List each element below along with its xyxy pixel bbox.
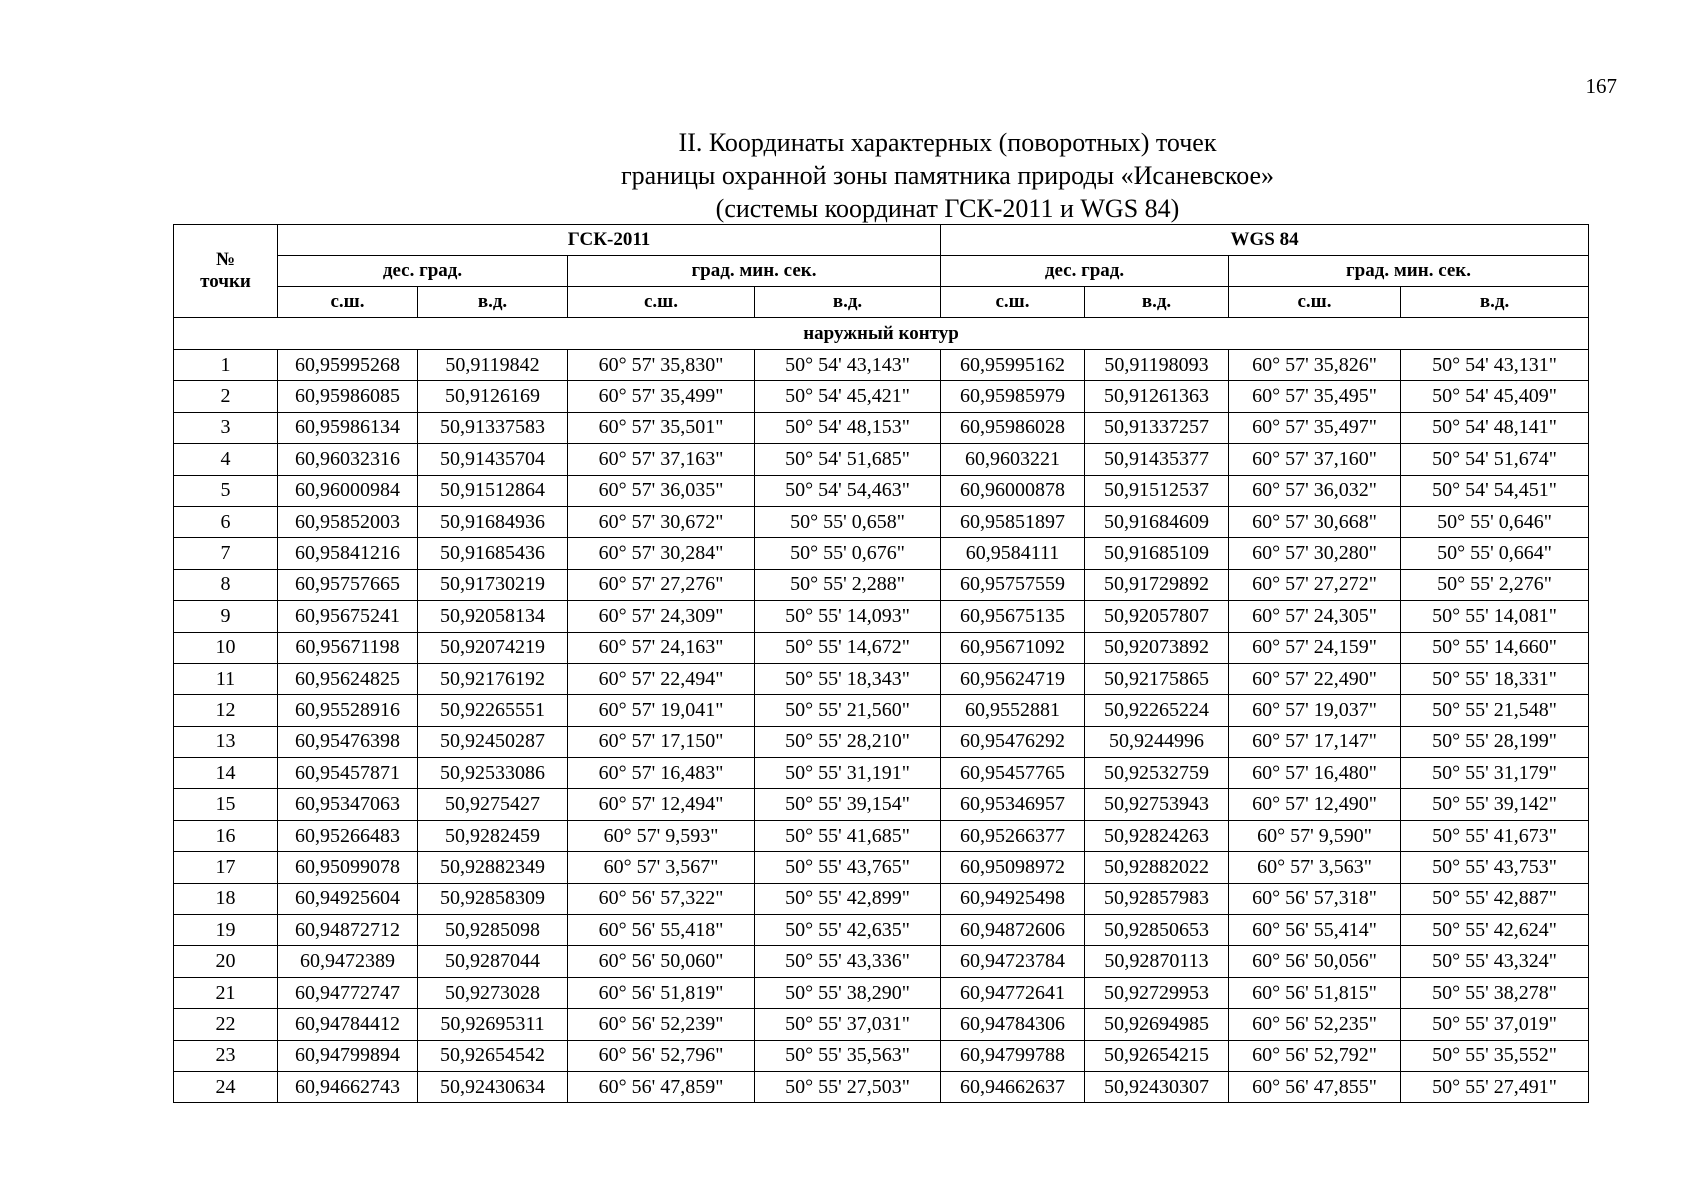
cell-wgs-dec-lat: 60,95757559 — [941, 569, 1085, 600]
cell-wgs-dms-lat: 60° 57' 24,159" — [1229, 632, 1401, 663]
cell-gsk-dec-lon: 50,92430634 — [418, 1071, 568, 1102]
cell-wgs-dec-lon: 50,92073892 — [1085, 632, 1229, 663]
cell-point-number: 19 — [174, 915, 278, 946]
cell-gsk-dms-lon: 50° 55' 43,765" — [755, 852, 941, 883]
cell-wgs-dec-lon: 50,92824263 — [1085, 820, 1229, 851]
cell-gsk-dec-lat: 60,95624825 — [278, 663, 418, 694]
cell-gsk-dms-lon: 50° 55' 37,031" — [755, 1009, 941, 1040]
cell-wgs-dms-lon: 50° 54' 54,451" — [1401, 475, 1589, 506]
cell-wgs-dec-lon: 50,91685109 — [1085, 538, 1229, 569]
cell-point-number: 5 — [174, 475, 278, 506]
table-row — [174, 915, 1589, 946]
cell-gsk-dms-lat: 60° 56' 52,796" — [568, 1040, 755, 1071]
cell-wgs-dec-lat: 60,95476292 — [941, 726, 1085, 757]
cell-gsk-dms-lon: 50° 55' 27,503" — [755, 1071, 941, 1102]
cell-wgs-dms-lon: 50° 55' 35,552" — [1401, 1040, 1589, 1071]
cell-wgs-dms-lon: 50° 55' 21,548" — [1401, 695, 1589, 726]
cell-gsk-dms-lon: 50° 55' 21,560" — [755, 695, 941, 726]
table-row — [174, 946, 1589, 977]
cell-gsk-dec-lon: 50,92858309 — [418, 883, 568, 914]
cell-gsk-dec-lon: 50,92654542 — [418, 1040, 568, 1071]
cell-wgs-dec-lon: 50,92850653 — [1085, 915, 1229, 946]
cell-wgs-dms-lat: 60° 57' 36,032" — [1229, 475, 1401, 506]
cell-gsk-dec-lat: 60,95995268 — [278, 350, 418, 381]
header-wgs-dms-lat: с.ш. — [1229, 287, 1401, 318]
cell-wgs-dms-lon: 50° 55' 41,673" — [1401, 820, 1589, 851]
cell-point-number: 24 — [174, 1071, 278, 1102]
cell-wgs-dec-lat: 60,94925498 — [941, 883, 1085, 914]
cell-gsk-dms-lon: 50° 54' 43,143" — [755, 350, 941, 381]
cell-gsk-dms-lat: 60° 57' 35,501" — [568, 412, 755, 443]
cell-point-number: 23 — [174, 1040, 278, 1071]
cell-wgs-dms-lat: 60° 57' 24,305" — [1229, 601, 1401, 632]
cell-wgs-dec-lon: 50,92654215 — [1085, 1040, 1229, 1071]
cell-gsk-dec-lon: 50,92882349 — [418, 852, 568, 883]
cell-gsk-dec-lat: 60,96000984 — [278, 475, 418, 506]
cell-gsk-dms-lat: 60° 56' 47,859" — [568, 1071, 755, 1102]
cell-wgs-dec-lon: 50,91512537 — [1085, 475, 1229, 506]
cell-gsk-dms-lat: 60° 56' 50,060" — [568, 946, 755, 977]
table-row — [174, 381, 1589, 412]
table-row — [174, 1040, 1589, 1071]
table-header — [174, 225, 1589, 318]
table-row — [174, 412, 1589, 443]
cell-gsk-dec-lat: 60,95099078 — [278, 852, 418, 883]
cell-gsk-dms-lat: 60° 57' 24,309" — [568, 601, 755, 632]
cell-gsk-dms-lon: 50° 55' 35,563" — [755, 1040, 941, 1071]
header-gsk-dms-lat: с.ш. — [568, 287, 755, 318]
cell-wgs-dms-lat: 60° 56' 50,056" — [1229, 946, 1401, 977]
cell-wgs-dec-lat: 60,95346957 — [941, 789, 1085, 820]
cell-wgs-dms-lon: 50° 55' 28,199" — [1401, 726, 1589, 757]
cell-wgs-dms-lat: 60° 57' 12,490" — [1229, 789, 1401, 820]
table-row — [174, 663, 1589, 694]
cell-wgs-dec-lat: 60,94772641 — [941, 977, 1085, 1008]
header-gsk-decimal: дес. град. — [278, 256, 568, 287]
cell-gsk-dec-lat: 60,94662743 — [278, 1071, 418, 1102]
header-gsk2011: ГСК-2011 — [278, 225, 941, 256]
cell-gsk-dms-lat: 60° 56' 57,322" — [568, 883, 755, 914]
cell-wgs-dec-lon: 50,91684609 — [1085, 506, 1229, 537]
cell-wgs-dec-lat: 60,95851897 — [941, 506, 1085, 537]
header-gsk-dec-lat: с.ш. — [278, 287, 418, 318]
cell-gsk-dms-lon: 50° 55' 0,676" — [755, 538, 941, 569]
cell-gsk-dec-lat: 60,95528916 — [278, 695, 418, 726]
cell-point-number: 18 — [174, 883, 278, 914]
cell-point-number: 22 — [174, 1009, 278, 1040]
header-wgs-dec-lon: в.д. — [1085, 287, 1229, 318]
cell-wgs-dms-lon: 50° 55' 2,276" — [1401, 569, 1589, 600]
table-row — [174, 820, 1589, 851]
cell-point-number: 16 — [174, 820, 278, 851]
cell-gsk-dms-lon: 50° 55' 42,899" — [755, 883, 941, 914]
cell-gsk-dms-lon: 50° 55' 18,343" — [755, 663, 941, 694]
cell-wgs-dms-lat: 60° 57' 27,272" — [1229, 569, 1401, 600]
cell-wgs-dms-lat: 60° 56' 51,815" — [1229, 977, 1401, 1008]
cell-wgs-dec-lat: 60,95985979 — [941, 381, 1085, 412]
cell-point-number: 4 — [174, 444, 278, 475]
cell-gsk-dec-lat: 60,95347063 — [278, 789, 418, 820]
cell-gsk-dec-lat: 60,95457871 — [278, 758, 418, 789]
cell-gsk-dms-lat: 60° 57' 19,041" — [568, 695, 755, 726]
cell-wgs-dms-lon: 50° 55' 18,331" — [1401, 663, 1589, 694]
table-row — [174, 695, 1589, 726]
table-row — [174, 350, 1589, 381]
cell-wgs-dec-lat: 60,95457765 — [941, 758, 1085, 789]
cell-wgs-dec-lat: 60,95266377 — [941, 820, 1085, 851]
cell-gsk-dms-lon: 50° 55' 31,191" — [755, 758, 941, 789]
cell-wgs-dms-lat: 60° 56' 52,235" — [1229, 1009, 1401, 1040]
cell-wgs-dec-lon: 50,92857983 — [1085, 883, 1229, 914]
cell-wgs-dms-lon: 50° 54' 45,409" — [1401, 381, 1589, 412]
cell-point-number: 7 — [174, 538, 278, 569]
cell-gsk-dms-lon: 50° 55' 14,672" — [755, 632, 941, 663]
cell-gsk-dms-lon: 50° 54' 45,421" — [755, 381, 941, 412]
cell-wgs-dms-lon: 50° 54' 48,141" — [1401, 412, 1589, 443]
cell-wgs-dms-lat: 60° 57' 9,590" — [1229, 820, 1401, 851]
table-row — [174, 632, 1589, 663]
cell-gsk-dec-lat: 60,95986134 — [278, 412, 418, 443]
cell-wgs-dms-lon: 50° 55' 43,753" — [1401, 852, 1589, 883]
cell-gsk-dec-lon: 50,92450287 — [418, 726, 568, 757]
header-wgs-dec-lat: с.ш. — [941, 287, 1085, 318]
cell-gsk-dms-lat: 60° 57' 35,499" — [568, 381, 755, 412]
header-gsk-dec-lon: в.д. — [418, 287, 568, 318]
cell-wgs-dec-lat: 60,9552881 — [941, 695, 1085, 726]
cell-gsk-dms-lat: 60° 57' 9,593" — [568, 820, 755, 851]
cell-gsk-dec-lon: 50,92533086 — [418, 758, 568, 789]
cell-gsk-dec-lat: 60,94872712 — [278, 915, 418, 946]
title-line-2: границы охранной зоны памятника природы «Исаневское» — [620, 161, 1275, 190]
table-row — [174, 475, 1589, 506]
cell-wgs-dec-lat: 60,95995162 — [941, 350, 1085, 381]
cell-gsk-dec-lat: 60,94799894 — [278, 1040, 418, 1071]
cell-wgs-dec-lat: 60,94723784 — [941, 946, 1085, 977]
cell-point-number: 10 — [174, 632, 278, 663]
cell-gsk-dms-lat: 60° 57' 12,494" — [568, 789, 755, 820]
header-point-number-label: точки — [200, 271, 251, 292]
cell-wgs-dec-lon: 50,92175865 — [1085, 663, 1229, 694]
cell-wgs-dec-lat: 60,95986028 — [941, 412, 1085, 443]
cell-wgs-dec-lon: 50,91729892 — [1085, 569, 1229, 600]
cell-point-number: 6 — [174, 506, 278, 537]
cell-wgs-dec-lat: 60,94784306 — [941, 1009, 1085, 1040]
cell-wgs-dms-lat: 60° 57' 30,668" — [1229, 506, 1401, 537]
cell-point-number: 17 — [174, 852, 278, 883]
cell-wgs-dms-lat: 60° 56' 52,792" — [1229, 1040, 1401, 1071]
cell-gsk-dms-lat: 60° 56' 51,819" — [568, 977, 755, 1008]
cell-wgs-dec-lat: 60,94662637 — [941, 1071, 1085, 1102]
header-wgs-dms-lon: в.д. — [1401, 287, 1589, 318]
table-row — [174, 444, 1589, 475]
cell-point-number: 21 — [174, 977, 278, 1008]
cell-gsk-dec-lat: 60,95852003 — [278, 506, 418, 537]
table-row — [174, 726, 1589, 757]
cell-gsk-dec-lon: 50,9119842 — [418, 350, 568, 381]
table-row — [174, 569, 1589, 600]
section-label: наружный контур — [174, 318, 1589, 350]
cell-point-number: 8 — [174, 569, 278, 600]
cell-gsk-dec-lat: 60,95476398 — [278, 726, 418, 757]
cell-gsk-dec-lon: 50,9285098 — [418, 915, 568, 946]
cell-gsk-dms-lon: 50° 54' 51,685" — [755, 444, 941, 475]
title-line-3: (системы координат ГСК-2011 и WGS 84) — [715, 194, 1180, 223]
cell-wgs-dms-lon: 50° 55' 0,646" — [1401, 506, 1589, 537]
cell-wgs-dms-lon: 50° 55' 43,324" — [1401, 946, 1589, 977]
cell-gsk-dec-lon: 50,91337583 — [418, 412, 568, 443]
cell-wgs-dms-lat: 60° 57' 22,490" — [1229, 663, 1401, 694]
cell-point-number: 12 — [174, 695, 278, 726]
cell-gsk-dms-lon: 50° 55' 42,635" — [755, 915, 941, 946]
cell-gsk-dms-lon: 50° 55' 39,154" — [755, 789, 941, 820]
cell-wgs-dms-lat: 60° 57' 3,563" — [1229, 852, 1401, 883]
cell-gsk-dec-lat: 60,94772747 — [278, 977, 418, 1008]
cell-gsk-dec-lat: 60,95986085 — [278, 381, 418, 412]
cell-wgs-dms-lat: 60° 57' 19,037" — [1229, 695, 1401, 726]
header-gsk-dms-lon: в.д. — [755, 287, 941, 318]
header-wgs-dms: град. мин. сек. — [1229, 256, 1589, 287]
cell-wgs-dec-lon: 50,91198093 — [1085, 350, 1229, 381]
cell-point-number: 20 — [174, 946, 278, 977]
cell-wgs-dec-lon: 50,92882022 — [1085, 852, 1229, 883]
table-row — [174, 601, 1589, 632]
cell-gsk-dms-lon: 50° 55' 38,290" — [755, 977, 941, 1008]
cell-gsk-dms-lon: 50° 55' 28,210" — [755, 726, 941, 757]
cell-wgs-dec-lon: 50,91337257 — [1085, 412, 1229, 443]
cell-gsk-dms-lat: 60° 57' 27,276" — [568, 569, 755, 600]
cell-wgs-dms-lon: 50° 55' 14,081" — [1401, 601, 1589, 632]
cell-gsk-dec-lon: 50,91512864 — [418, 475, 568, 506]
cell-wgs-dms-lat: 60° 57' 35,497" — [1229, 412, 1401, 443]
cell-wgs-dec-lon: 50,92753943 — [1085, 789, 1229, 820]
cell-gsk-dec-lat: 60,95671198 — [278, 632, 418, 663]
cell-wgs-dms-lon: 50° 55' 14,660" — [1401, 632, 1589, 663]
cell-wgs-dec-lon: 50,92532759 — [1085, 758, 1229, 789]
cell-gsk-dec-lon: 50,9126169 — [418, 381, 568, 412]
cell-wgs-dms-lon: 50° 55' 31,179" — [1401, 758, 1589, 789]
cell-gsk-dms-lat: 60° 56' 52,239" — [568, 1009, 755, 1040]
cell-gsk-dec-lon: 50,92176192 — [418, 663, 568, 694]
cell-gsk-dms-lat: 60° 57' 35,830" — [568, 350, 755, 381]
cell-gsk-dec-lat: 60,95675241 — [278, 601, 418, 632]
cell-point-number: 14 — [174, 758, 278, 789]
cell-gsk-dms-lon: 50° 55' 41,685" — [755, 820, 941, 851]
cell-gsk-dms-lon: 50° 54' 48,153" — [755, 412, 941, 443]
document-title — [175, 126, 1590, 225]
cell-gsk-dec-lat: 60,95757665 — [278, 569, 418, 600]
cell-gsk-dms-lat: 60° 57' 17,150" — [568, 726, 755, 757]
cell-wgs-dms-lat: 60° 57' 35,495" — [1229, 381, 1401, 412]
cell-gsk-dec-lat: 60,94925604 — [278, 883, 418, 914]
cell-wgs-dec-lat: 60,95671092 — [941, 632, 1085, 663]
header-point-number-symbol: № — [215, 249, 236, 270]
cell-point-number: 9 — [174, 601, 278, 632]
cell-wgs-dms-lat: 60° 56' 57,318" — [1229, 883, 1401, 914]
cell-point-number: 11 — [174, 663, 278, 694]
cell-wgs-dms-lat: 60° 56' 55,414" — [1229, 915, 1401, 946]
cell-gsk-dms-lon: 50° 54' 54,463" — [755, 475, 941, 506]
cell-wgs-dec-lon: 50,91435377 — [1085, 444, 1229, 475]
cell-gsk-dms-lon: 50° 55' 2,288" — [755, 569, 941, 600]
cell-gsk-dms-lat: 60° 57' 16,483" — [568, 758, 755, 789]
table-row — [174, 1071, 1589, 1102]
cell-point-number: 13 — [174, 726, 278, 757]
cell-wgs-dms-lon: 50° 55' 42,887" — [1401, 883, 1589, 914]
cell-wgs-dec-lat: 60,95098972 — [941, 852, 1085, 883]
cell-gsk-dec-lon: 50,9287044 — [418, 946, 568, 977]
cell-wgs-dec-lat: 60,95624719 — [941, 663, 1085, 694]
cell-wgs-dms-lon: 50° 54' 51,674" — [1401, 444, 1589, 475]
cell-wgs-dms-lon: 50° 55' 27,491" — [1401, 1071, 1589, 1102]
cell-gsk-dec-lat: 60,94784412 — [278, 1009, 418, 1040]
header-point-number — [174, 225, 278, 318]
cell-wgs-dec-lon: 50,92265224 — [1085, 695, 1229, 726]
cell-wgs-dec-lat: 60,9603221 — [941, 444, 1085, 475]
cell-point-number: 1 — [174, 350, 278, 381]
table-row — [174, 883, 1589, 914]
cell-gsk-dec-lon: 50,92695311 — [418, 1009, 568, 1040]
cell-gsk-dms-lon: 50° 55' 14,093" — [755, 601, 941, 632]
table-row — [174, 758, 1589, 789]
cell-wgs-dms-lat: 60° 57' 16,480" — [1229, 758, 1401, 789]
cell-wgs-dec-lon: 50,92729953 — [1085, 977, 1229, 1008]
cell-wgs-dms-lat: 60° 57' 37,160" — [1229, 444, 1401, 475]
cell-wgs-dec-lat: 60,96000878 — [941, 475, 1085, 506]
cell-gsk-dms-lat: 60° 57' 3,567" — [568, 852, 755, 883]
cell-gsk-dec-lon: 50,91730219 — [418, 569, 568, 600]
cell-gsk-dms-lat: 60° 57' 22,494" — [568, 663, 755, 694]
cell-gsk-dms-lon: 50° 55' 0,658" — [755, 506, 941, 537]
table-row — [174, 789, 1589, 820]
cell-wgs-dms-lon: 50° 54' 43,131" — [1401, 350, 1589, 381]
cell-gsk-dec-lat: 60,95266483 — [278, 820, 418, 851]
cell-wgs-dms-lat: 60° 57' 35,826" — [1229, 350, 1401, 381]
cell-wgs-dec-lon: 50,91261363 — [1085, 381, 1229, 412]
cell-wgs-dms-lat: 60° 56' 47,855" — [1229, 1071, 1401, 1102]
cell-wgs-dec-lat: 60,95675135 — [941, 601, 1085, 632]
cell-wgs-dec-lon: 50,92694985 — [1085, 1009, 1229, 1040]
cell-gsk-dec-lon: 50,9275427 — [418, 789, 568, 820]
cell-point-number: 2 — [174, 381, 278, 412]
cell-gsk-dec-lon: 50,91435704 — [418, 444, 568, 475]
cell-wgs-dms-lat: 60° 57' 17,147" — [1229, 726, 1401, 757]
cell-gsk-dec-lon: 50,91684936 — [418, 506, 568, 537]
table-body — [174, 318, 1589, 1103]
cell-gsk-dms-lat: 60° 57' 37,163" — [568, 444, 755, 475]
page-number: 167 — [1585, 74, 1617, 98]
title-line-1: II. Координаты характерных (поворотных) точек — [678, 128, 1217, 157]
cell-gsk-dms-lat: 60° 57' 36,035" — [568, 475, 755, 506]
cell-gsk-dec-lon: 50,92265551 — [418, 695, 568, 726]
cell-gsk-dec-lon: 50,9282459 — [418, 820, 568, 851]
cell-wgs-dec-lon: 50,92057807 — [1085, 601, 1229, 632]
header-wgs-decimal: дес. град. — [941, 256, 1229, 287]
cell-wgs-dec-lon: 50,9244996 — [1085, 726, 1229, 757]
cell-wgs-dec-lat: 60,94872606 — [941, 915, 1085, 946]
header-wgs84: WGS 84 — [941, 225, 1589, 256]
cell-point-number: 15 — [174, 789, 278, 820]
cell-wgs-dms-lon: 50° 55' 39,142" — [1401, 789, 1589, 820]
cell-gsk-dec-lat: 60,96032316 — [278, 444, 418, 475]
cell-gsk-dec-lon: 50,9273028 — [418, 977, 568, 1008]
cell-wgs-dec-lat: 60,94799788 — [941, 1040, 1085, 1071]
cell-gsk-dec-lat: 60,9472389 — [278, 946, 418, 977]
cell-wgs-dec-lon: 50,92430307 — [1085, 1071, 1229, 1102]
cell-gsk-dms-lat: 60° 57' 30,672" — [568, 506, 755, 537]
cell-gsk-dec-lon: 50,92074219 — [418, 632, 568, 663]
cell-wgs-dec-lat: 60,9584111 — [941, 538, 1085, 569]
cell-wgs-dms-lon: 50° 55' 37,019" — [1401, 1009, 1589, 1040]
cell-gsk-dec-lat: 60,95841216 — [278, 538, 418, 569]
table-row — [174, 538, 1589, 569]
cell-gsk-dec-lon: 50,92058134 — [418, 601, 568, 632]
table-row — [174, 977, 1589, 1008]
cell-gsk-dms-lat: 60° 57' 24,163" — [568, 632, 755, 663]
cell-wgs-dms-lat: 60° 57' 30,280" — [1229, 538, 1401, 569]
cell-point-number: 3 — [174, 412, 278, 443]
cell-gsk-dms-lat: 60° 56' 55,418" — [568, 915, 755, 946]
coordinates-table — [173, 224, 1589, 1103]
cell-gsk-dms-lat: 60° 57' 30,284" — [568, 538, 755, 569]
table-row — [174, 506, 1589, 537]
table-row — [174, 1009, 1589, 1040]
cell-gsk-dms-lon: 50° 55' 43,336" — [755, 946, 941, 977]
table-row — [174, 852, 1589, 883]
cell-wgs-dms-lon: 50° 55' 0,664" — [1401, 538, 1589, 569]
header-gsk-dms: град. мин. сек. — [568, 256, 941, 287]
cell-wgs-dms-lon: 50° 55' 42,624" — [1401, 915, 1589, 946]
cell-wgs-dms-lon: 50° 55' 38,278" — [1401, 977, 1589, 1008]
cell-wgs-dec-lon: 50,92870113 — [1085, 946, 1229, 977]
cell-gsk-dec-lon: 50,91685436 — [418, 538, 568, 569]
